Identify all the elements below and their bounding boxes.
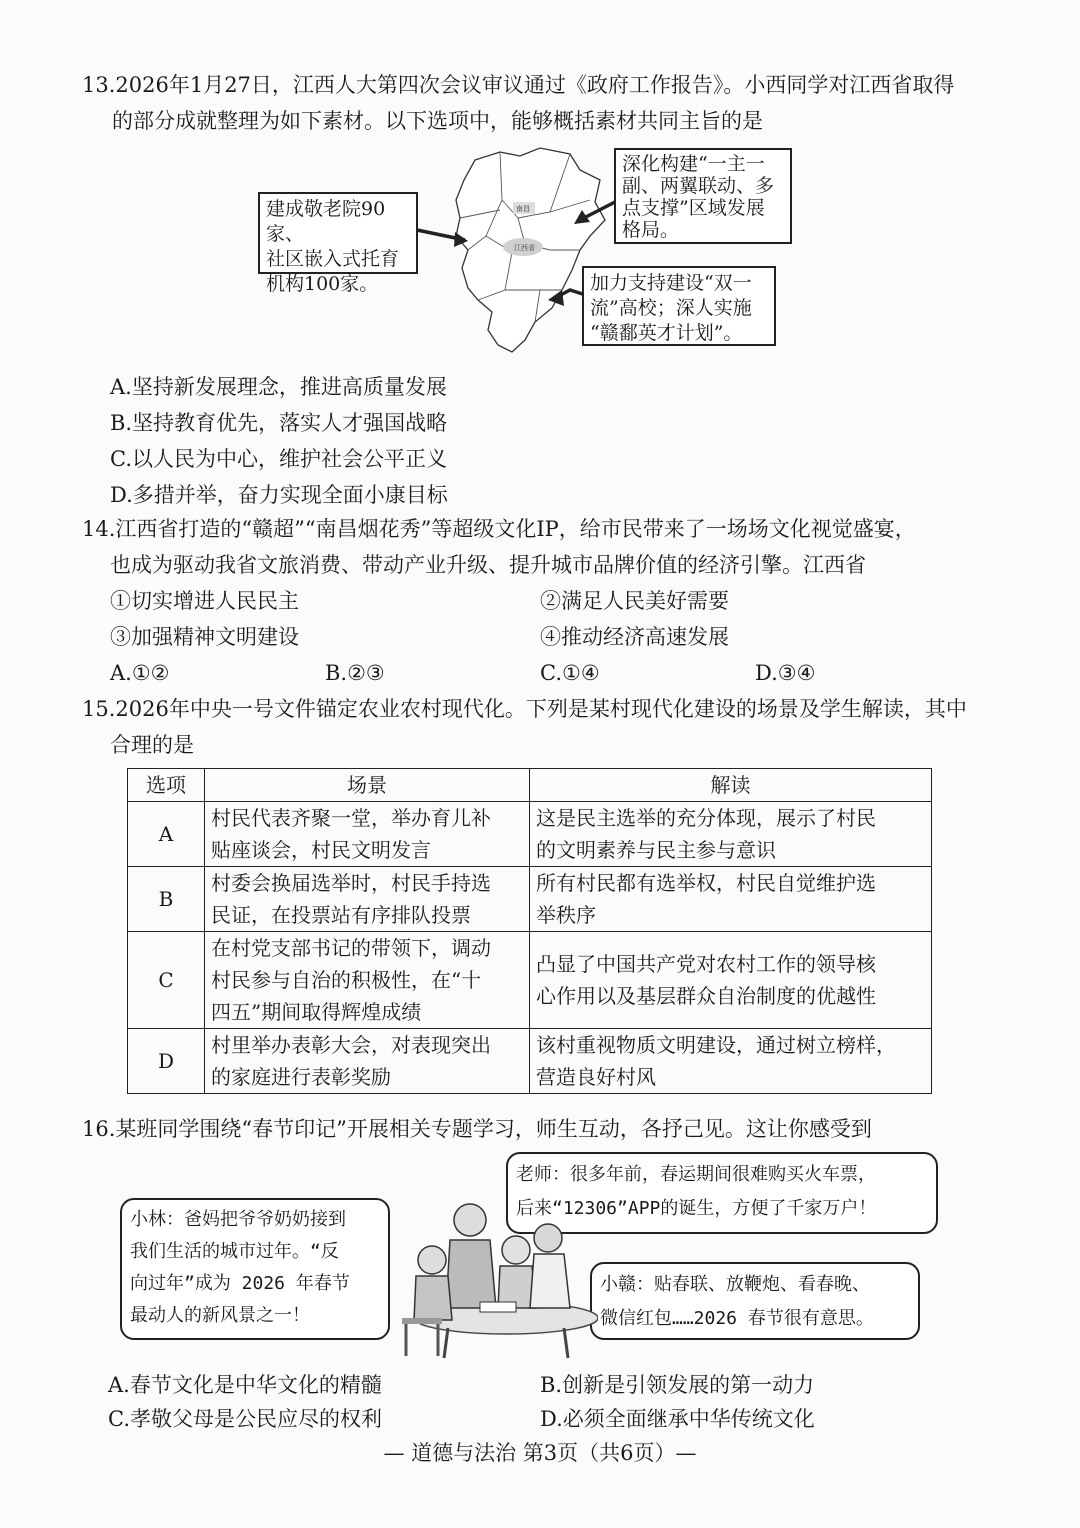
- bubble-line: 小赣：贴春联、放鞭炮、看春晚、: [600, 1274, 870, 1295]
- table-header: 解读: [530, 769, 932, 802]
- cell-line: 四五”期间取得辉煌成绩: [211, 1000, 422, 1024]
- q13-box-br-line: 加力支持建设“双一: [590, 272, 752, 294]
- classroom-illustration: [388, 1190, 598, 1360]
- q13-option-b: B.坚持教育优先，落实人才强国战略: [110, 411, 448, 435]
- q14-stem-line1: 14.江西省打造的“赣超”“南昌烟花秀”等超级文化IP，给市民带来了一场场文化视觉盛宴，: [82, 517, 916, 541]
- table-cell-option: C: [128, 932, 205, 1029]
- cell-line: 民证，在投票站有序排队投票: [211, 903, 471, 927]
- q13-box-bottom-right: [582, 266, 776, 346]
- q13-box-left-line: 社区嵌入式托育: [266, 248, 400, 270]
- table-cell-reading: [530, 802, 932, 867]
- cell-line: 村民代表齐聚一堂，举办育儿补: [211, 806, 491, 830]
- table-cell-scene: [205, 802, 530, 867]
- q14-item-1: ①切实增进人民民主: [110, 589, 299, 613]
- table-cell-scene: [205, 1029, 530, 1094]
- table-row: [128, 932, 932, 1029]
- table-cell-scene: [205, 867, 530, 932]
- table-header: 选项: [128, 769, 205, 802]
- q16-option-b: B.创新是引领发展的第一动力: [540, 1373, 815, 1397]
- q13-box-br-line: “赣鄱英才计划”。: [590, 322, 743, 344]
- map-label-jiangxi: 江西省: [514, 244, 535, 252]
- cell-line: 该村重视物质文明建设，通过树立榜样，: [536, 1033, 896, 1057]
- q13-box-br-line: 流”高校；深人实施: [590, 297, 752, 319]
- cell-line: 所有村民都有选举权，村民自觉维护选: [536, 871, 876, 895]
- q16-stem-line1: 16.某班同学围绕“春节印记”开展相关专题学习，师生互动，各抒己见。这让你感受到: [82, 1117, 872, 1141]
- table-cell-option: D: [128, 1029, 205, 1094]
- table-cell-reading: [530, 932, 932, 1029]
- q16-option-c: C.孝敬父母是公民应尽的权利: [108, 1407, 382, 1431]
- q15-stem-line2: 合理的是: [110, 733, 194, 757]
- bubble-line: 我们生活的城市过年。“反: [130, 1241, 339, 1262]
- q13-box-left-line: 建成敬老院90家、: [266, 198, 386, 245]
- q14-item-4: ④推动经济高速发展: [540, 625, 729, 649]
- q13-option-c: C.以人民为中心，维护社会公平正义: [110, 447, 447, 471]
- table-cell-option: A: [128, 802, 205, 867]
- cell-line: 营造良好村风: [536, 1065, 656, 1089]
- q15-stem-line1: 15.2026年中央一号文件锚定农业农村现代化。下列是某村现代化建设的场景及学生解读，其中: [82, 697, 967, 721]
- cell-line: 的文明素养与民主参与意识: [536, 838, 776, 862]
- cell-line: 举秩序: [536, 903, 596, 927]
- q14-option-c: C.①④: [540, 661, 600, 685]
- table-cell-option: B: [128, 867, 205, 932]
- table-cell-scene: [205, 932, 530, 1029]
- bubble-line: 向过年”成为 2026 年春节: [130, 1273, 350, 1294]
- bubble-line: 后来“12306”APP的诞生，方便了千家万户！: [516, 1198, 877, 1219]
- q14-stem-line2: 也成为驱动我省文旅消费、带动产业升级、提升城市品牌价值的经济引擎。江西省: [110, 553, 866, 577]
- q16-option-d: D.必须全面继承中华传统文化: [540, 1407, 815, 1431]
- q13-box-left: [258, 192, 418, 295]
- q13-stem-line2: 的部分成就整理为如下素材。以下选项中，能够概括素材共同主旨的是: [112, 109, 763, 133]
- speech-bubble-xiaolin: [120, 1198, 390, 1340]
- q13-option-a: A.坚持新发展理念，推进高质量发展: [110, 375, 447, 399]
- bubble-line: 老师：很多年前，春运期间很难购买火车票，: [516, 1164, 876, 1185]
- q14-option-a: A.①②: [110, 661, 170, 685]
- q14-item-2: ②满足人民美好需要: [540, 589, 729, 613]
- cell-line: 村里举办表彰大会，对表现突出: [211, 1033, 491, 1057]
- q13-box-tr-line: 副、两翼联动、多: [622, 175, 775, 197]
- q14-item-3: ③加强精神文明建设: [110, 625, 299, 649]
- table-row: [128, 802, 932, 867]
- bubble-line: 最动人的新风景之一！: [130, 1305, 310, 1326]
- bubble-line: 微信红包……2026 春节很有意思。: [600, 1308, 874, 1329]
- q13-box-tr-line: 点支撑”区域发展: [622, 197, 765, 219]
- table-header-row: [128, 769, 932, 802]
- cell-line: 这是民主选举的充分体现，展示了村民: [536, 806, 876, 830]
- map-label-nanchang: 南昌: [516, 205, 530, 213]
- q15-table: [127, 768, 932, 1094]
- q13-stem-line1: 13.2026年1月27日，江西人大第四次会议审议通过《政府工作报告》。小西同学对江西省取得: [82, 73, 955, 97]
- q14-option-d: D.③④: [755, 661, 816, 685]
- q13-box-top-right: [614, 148, 792, 244]
- table-row: [128, 1029, 932, 1094]
- table-header: 场景: [205, 769, 530, 802]
- q16-option-a: A.春节文化是中华文化的精髓: [108, 1373, 382, 1397]
- cell-line: 心作用以及基层群众自治制度的优越性: [536, 984, 876, 1008]
- cell-line: 村委会换届选举时，村民手持选: [211, 871, 491, 895]
- q13-box-tr-line: 格局。: [622, 219, 680, 241]
- q13-option-d: D.多措并举，奋力实现全面小康目标: [110, 483, 448, 507]
- cell-line: 在村党支部书记的带领下，调动: [211, 936, 491, 960]
- q14-option-b: B.②③: [325, 661, 385, 685]
- table-cell-reading: [530, 1029, 932, 1094]
- bubble-line: 小林：爸妈把爷爷奶奶接到: [130, 1209, 346, 1230]
- cell-line: 凸显了中国共产党对农村工作的领导核: [536, 952, 876, 976]
- table-cell-reading: [530, 867, 932, 932]
- cell-line: 的家庭进行表彰奖励: [211, 1065, 391, 1089]
- table-row: [128, 867, 932, 932]
- page-footer: — 道德与法治 第3页（共6页）—: [383, 1441, 697, 1465]
- q13-box-left-line: 机构100家。: [266, 273, 379, 295]
- speech-bubble-xiaogan: [590, 1262, 920, 1340]
- cell-line: 贴座谈会，村民文明发言: [211, 838, 431, 862]
- q13-box-tr-line: 深化构建“一主一: [622, 153, 765, 175]
- cell-line: 村民参与自治的积极性，在“十: [211, 968, 482, 992]
